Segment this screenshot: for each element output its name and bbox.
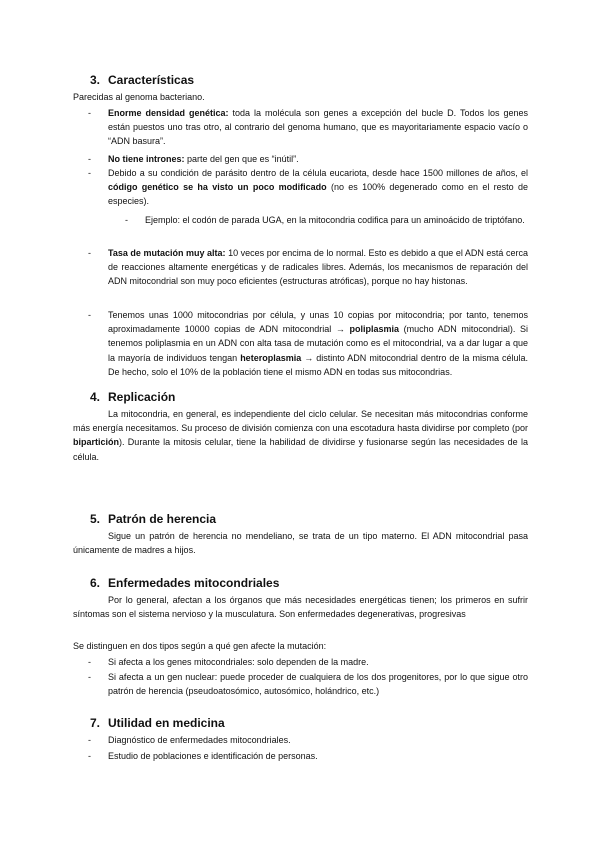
- dash: -: [88, 657, 91, 667]
- dash: -: [125, 215, 128, 225]
- bullet-item: [88, 670, 528, 698]
- bullet-item: [88, 106, 529, 149]
- bullet-item: [88, 152, 528, 166]
- bullet-item: [88, 308, 528, 379]
- bullet-bold: No tiene intrones:: [108, 154, 185, 164]
- section-5-heading: [90, 512, 216, 526]
- dash: -: [88, 248, 91, 258]
- bullet-bold: heteroplasmia: [240, 352, 302, 363]
- section-number: 6.: [90, 576, 101, 590]
- bullet-bold: Tasa de mutación muy alta:: [108, 248, 226, 258]
- section-title: Enfermedades mitocondriales: [108, 576, 280, 590]
- dash: -: [88, 154, 91, 164]
- section-4-heading: [90, 390, 175, 404]
- paragraph-bold: bipartición: [73, 437, 120, 448]
- dash: -: [88, 672, 91, 682]
- section-title: Replicación: [108, 390, 176, 404]
- bullet-text: → distinto ADN mitocondrial dentro de la misma célula. De hecho, solo el 10% de la población tiene el mismo ADN en todas sus mitocondrias.: [108, 352, 528, 377]
- bullet-item: [88, 749, 528, 763]
- paragraph-text: La mitocondria, en general, es independiente del ciclo celular. Se necesitan más mitocondrias conforme más energía necesitamos. Su proceso de división comienza con una escotadura hasta dividirse por completo (por: [73, 409, 528, 434]
- bullet-text: Debido a su condición de parásito dentro de la célula eucariota, desde hace 1500 millones de años, el: [108, 168, 528, 178]
- bullet-text: Si afecta a los genes mitocondriales: solo dependen de la madre.: [108, 657, 369, 667]
- bullet-text: Tenemos unas 1000 mitocondrias por célula, y unas 10 copias por mitocondria; por tanto, tenemos aproximadamente 10000 copias de ADN mitocondrial →: [108, 310, 528, 335]
- section-6-paragraph: Por lo general, afectan a los órganos que más necesidades energéticas tienen; los primeros en sufrir síntomas son el sistema nervioso y la musculatura. Son enfermedades degenerativas, progresivas: [73, 595, 528, 620]
- section-title: Patrón de herencia: [108, 512, 217, 526]
- dash: -: [88, 310, 91, 320]
- bullet-text: Diagnóstico de enfermedades mitocondriales.: [108, 735, 291, 745]
- section-title: Utilidad en medicina: [108, 716, 225, 730]
- bullet-text: Estudio de poblaciones e identificación de personas.: [108, 751, 318, 761]
- bullet-bold: poliplasmia: [349, 324, 399, 335]
- bullet-text: toda la molécula son genes a excepción del bucle D. Todos los genes están puestos uno tras otro, al contrario del genoma humano, que es mayoritariamente espacio vacío o “ADN basura”.: [108, 108, 529, 147]
- bullet-text: parte del gen que es “inútil”.: [184, 154, 299, 164]
- dash: -: [88, 108, 91, 118]
- section-3-heading: [90, 73, 194, 87]
- section-number: 7.: [90, 716, 101, 730]
- paragraph-text: ). Durante la mitosis celular, tiene la habilidad de dividirse y fusionarse según las necesidades de la célula.: [73, 437, 528, 462]
- bullet-text: 10 veces por encima de lo normal. Esto es debido a que el ADN está cerca de reacciones altamente energéticas y de radicales libres. Además, los mecanismos de reparación del ADN mitocondrial son muy poco eficientes (estructuras atróficas), porque no hay histonas.: [108, 248, 528, 287]
- section-title: Características: [108, 73, 195, 87]
- section-6-intro: Se distinguen en dos tipos según a qué gen afecte la mutación:: [73, 641, 327, 651]
- section-4-paragraph: [73, 407, 528, 464]
- dash: -: [88, 168, 91, 178]
- bullet-item: [88, 246, 528, 289]
- bullet-item: [88, 733, 528, 747]
- section-number: 4.: [90, 390, 101, 404]
- dash: -: [88, 735, 91, 745]
- section-number: 5.: [90, 512, 101, 526]
- bullet-item: [88, 655, 528, 669]
- bullet-bold: código genético se ha visto un poco modificado: [108, 182, 327, 193]
- dash: -: [88, 751, 91, 761]
- bullet-text: (no es 100% degenerado como en el resto de especies).: [108, 182, 528, 207]
- sub-bullet-item: [125, 213, 528, 227]
- section-6-heading: [90, 576, 279, 590]
- bullet-item: [88, 166, 528, 209]
- section-number: 3.: [90, 73, 101, 87]
- section-3-intro: Parecidas al genoma bacteriano.: [73, 92, 205, 102]
- bullet-text: (mucho ADN mitocondrial). Si tenemos poliplasmia en un ADN con alta tasa de mutación como es el mitocondrial, va a dar lugar a que la mayoría de individuos tengan: [108, 324, 528, 363]
- bullet-bold: Enorme densidad genética:: [108, 108, 229, 118]
- sub-bullet-text: Ejemplo: el codón de parada UGA, en la mitocondria codifica para un aminoácido de triptófano.: [145, 215, 525, 225]
- section-7-heading: [90, 716, 225, 730]
- bullet-text: Si afecta a un gen nuclear: puede proceder de cualquiera de los dos progenitores, por lo que sigue otro patrón de herencia (pseudoatosómico, autosómico, holándrico, etc.): [108, 672, 528, 697]
- section-5-paragraph: Sigue un patrón de herencia no mendeliano, se trata de un tipo materno. El ADN mitocondrial pasa únicamente de madres a hijos.: [73, 531, 528, 556]
